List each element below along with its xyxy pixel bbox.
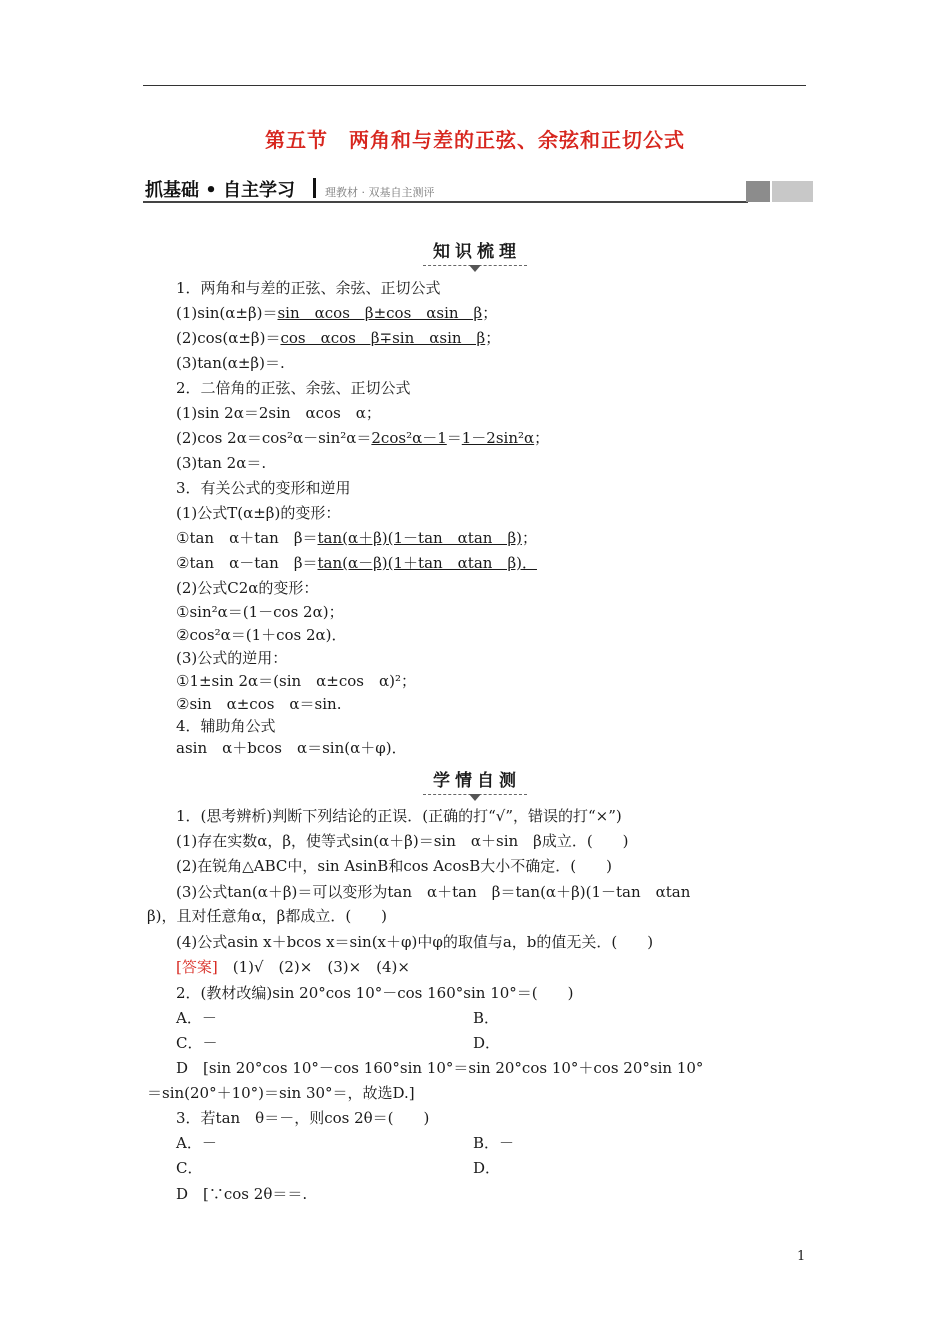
knowledge-text: ②tan α－tan β＝: [176, 554, 318, 572]
selftest-text: 2．(教材改编)sin 20°cos 10°－cos 160°sin 10°＝( ): [176, 984, 574, 1002]
selftest-line: [176, 1033, 217, 1053]
selftest-line: [176, 1158, 202, 1178]
option-b-q3: B．－: [473, 1134, 515, 1152]
banner-separator: [313, 178, 316, 198]
knowledge-text: 3．有关公式的变形和逆用: [176, 479, 351, 497]
selftest-line: [176, 882, 690, 902]
selftest-text: β)，且对任意角α，β都成立．( ): [147, 907, 388, 925]
selftest-text: C．: [176, 1159, 203, 1177]
knowledge-line: [176, 428, 549, 448]
option-d-q3: D．: [473, 1159, 501, 1177]
banner-block-dark: [746, 181, 770, 202]
knowledge-text: 4．辅助角公式: [176, 717, 276, 735]
selftest-line: [176, 1108, 429, 1128]
knowledge-line: [176, 378, 411, 398]
selftest-line: [147, 906, 387, 926]
knowledge-line: [176, 648, 287, 668]
selftest-line: [176, 1133, 217, 1153]
heading-arrow-icon: [469, 265, 481, 272]
selftest-text: 1．(思考辨析)判断下列结论的正误．(正确的打“√”，错误的打“×”): [176, 807, 622, 825]
selftest-line: [176, 957, 410, 977]
knowledge-text: ；: [485, 329, 501, 347]
knowledge-line: [176, 578, 318, 598]
banner-subtitle: 理教材 · 双基自主测评: [325, 186, 435, 199]
knowledge-text: tan(α＋β)(1－tan αtan β): [317, 529, 522, 547]
knowledge-text: ；: [534, 429, 550, 447]
banner-title: 抓基础 • 自主学习: [145, 180, 296, 201]
page-number: 1: [797, 1249, 806, 1264]
knowledge-line: [176, 671, 416, 691]
selftest-text: (1)存在实数α，β，使等式sin(α＋β)＝sin α＋sin β成立．( ): [176, 832, 629, 850]
knowledge-text: (3)tan 2α＝.: [176, 454, 267, 472]
heading-knowledge: [0, 237, 950, 266]
selftest-line: [176, 856, 612, 876]
heading-knowledge-text: 知识梳理: [423, 237, 527, 266]
knowledge-text: (2)公式C2α的变形：: [176, 579, 319, 597]
selftest-line: [176, 983, 574, 1003]
knowledge-line: [176, 528, 537, 548]
knowledge-line: [176, 625, 347, 645]
knowledge-line: [176, 303, 497, 323]
knowledge-line: [176, 716, 276, 736]
knowledge-text: ①sin²α＝(1－cos 2α)；: [176, 603, 344, 621]
option-d-q2: D．: [473, 1034, 501, 1052]
selftest-text: [答案]: [176, 958, 218, 976]
knowledge-line: [176, 553, 537, 573]
page-title: 第五节 两角和与差的正弦、余弦和正切公式: [265, 128, 685, 152]
selftest-text: C．－: [176, 1034, 218, 1052]
knowledge-text: ＝: [446, 429, 462, 447]
knowledge-line: [176, 328, 500, 348]
knowledge-line: [176, 602, 344, 622]
knowledge-text: 2cos²α－1: [371, 429, 447, 447]
knowledge-text: sin αcos β±cos αsin β: [277, 304, 483, 322]
selftest-text: (1)√ (2)× (3)× (4)×: [217, 958, 410, 976]
selftest-text: A．－: [176, 1134, 217, 1152]
knowledge-text: ；: [521, 529, 537, 547]
top-rule: [143, 85, 806, 86]
selftest-line: [176, 932, 653, 952]
knowledge-text: asin α＋bcos α＝sin(α＋φ)．: [176, 739, 407, 757]
selftest-text: (3)公式tan(α＋β)＝可以变形为tan α＋tan β＝tan(α＋β)(1－tan αtan: [176, 883, 691, 901]
option-b-q2: B．: [473, 1009, 500, 1027]
heading-arrow-icon: [469, 794, 481, 801]
knowledge-text: (1)公式T(α±β)的变形：: [176, 504, 341, 522]
banner-block-light: [772, 181, 813, 202]
knowledge-text: (3)公式的逆用：: [176, 649, 288, 667]
selftest-text: D [∵cos 2θ＝＝.: [176, 1185, 308, 1203]
knowledge-text: (1)sin(α±β)＝: [176, 304, 278, 322]
selftest-text: A．－: [176, 1009, 217, 1027]
selftest-text: (4)公式asin x＋bcos x＝sin(x＋φ)中φ的取值与a，b的值无关．( ): [176, 933, 654, 951]
knowledge-line: [176, 478, 351, 498]
heading-selftest-text: 学情自测: [423, 766, 527, 795]
knowledge-text: 1．两角和与差的正弦、余弦、正切公式: [176, 279, 441, 297]
heading-selftest: [0, 766, 950, 795]
banner-underline: [143, 201, 748, 203]
selftest-line: [176, 1058, 703, 1078]
knowledge-text: 1－2sin²α: [461, 429, 535, 447]
knowledge-line: [176, 353, 285, 373]
knowledge-text: ②cos²α＝(1＋cos 2α)．: [176, 626, 347, 644]
knowledge-text: tan(α－β)(1＋tan αtan β)．: [317, 554, 537, 572]
selftest-text: (2)在锐角△ABC中，sin AsinB和cos AcosB大小不确定．( ): [176, 857, 612, 875]
knowledge-line: [176, 403, 381, 423]
knowledge-line: [176, 694, 341, 714]
knowledge-text: (3)tan(α±β)＝.: [176, 354, 285, 372]
selftest-text: ＝sin(20°＋10°)＝sin 30°＝，故选D.]: [147, 1084, 415, 1102]
selftest-line: [176, 1184, 307, 1204]
knowledge-line: [176, 278, 441, 298]
selftest-line: [176, 1008, 217, 1028]
knowledge-text: ②sin α±cos α＝sin.: [176, 695, 342, 713]
knowledge-text: ①tan α＋tan β＝: [176, 529, 318, 547]
knowledge-line: [176, 453, 266, 473]
knowledge-text: (2)cos 2α＝cos²α－sin²α＝: [176, 429, 372, 447]
knowledge-text: 2．二倍角的正弦、余弦、正切公式: [176, 379, 411, 397]
selftest-line: [176, 831, 629, 851]
selftest-text: 3．若tan θ＝－，则cos 2θ＝( ): [176, 1109, 430, 1127]
selftest-line: [176, 806, 622, 826]
selftest-line: [147, 1083, 415, 1103]
knowledge-text: (1)sin 2α＝2sin αcos α；: [176, 404, 381, 422]
selftest-text: D [sin 20°cos 10°－cos 160°sin 10°＝sin 20°cos 10°＋cos 20°sin 10°: [176, 1059, 704, 1077]
knowledge-text: cos αcos β∓sin αsin β: [280, 329, 486, 347]
knowledge-text: ；: [482, 304, 498, 322]
knowledge-line: [176, 738, 407, 758]
knowledge-text: ①1±sin 2α＝(sin α±cos α)²；: [176, 672, 416, 690]
knowledge-line: [176, 503, 340, 523]
section-banner: [143, 176, 813, 202]
knowledge-text: (2)cos(α±β)＝: [176, 329, 281, 347]
